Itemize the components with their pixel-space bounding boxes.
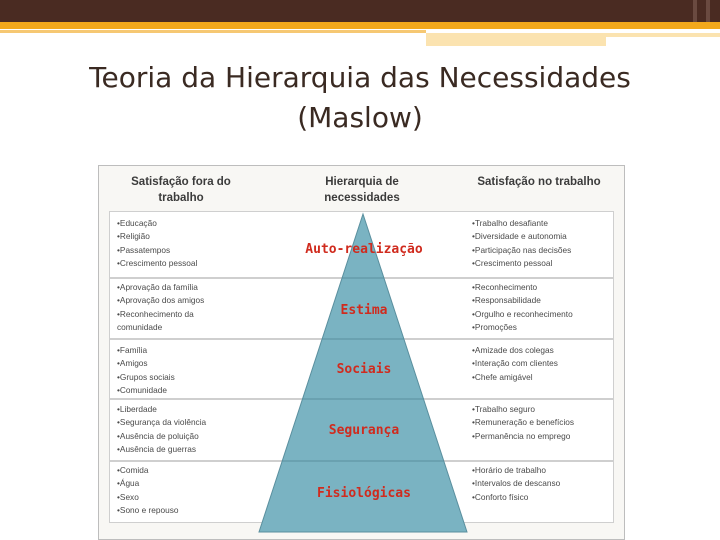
list-item: •Horário de trabalho [472,465,546,475]
list-item: •Ausência de poluição [117,430,199,441]
list-item: •Reconhecimento da [117,308,194,319]
slide-title-line-1: Teoria da Hierarquia das Necessidades [89,61,631,94]
list-outside-esteem [117,281,277,334]
slide-title-line-2: (Maslow) [297,101,423,134]
list-item: •Intervalos de descanso [472,478,561,489]
header-at-work: Satisfação no trabalho [477,176,601,188]
list-item: •Conforto físico [472,491,529,502]
accent-stripe-thin [0,30,426,33]
list-item: •Responsabilidade [472,295,541,306]
accent-stripe-right [606,33,720,37]
list-item: •Ausência de guerras [117,443,197,454]
list-item: •Água [117,478,140,489]
list-item: •Educação [117,218,157,228]
list-work-social [472,344,622,384]
level-self-actualization: Auto-realização [305,242,423,257]
list-item: •Crescimento pessoal [472,257,553,268]
list-item: •Aprovação da família [117,282,198,292]
list-item: •Comunidade [117,384,167,395]
list-item: •Interação com clientes [472,358,558,369]
accent-stripe [0,22,720,29]
list-item: •Diversidade e autonomia [472,231,567,242]
level-social: Sociais [336,362,392,377]
list-item: •Participação nas decisões [472,244,572,255]
level-safety: Segurança [328,423,400,438]
top-bar [0,0,720,22]
list-item: •Segurança da violência [117,417,207,428]
header-outside-work: Satisfação fora do trabalho [131,176,231,204]
slide-title [0,58,720,138]
accent-block [426,33,606,46]
list-outside-safety [117,403,277,456]
list-item: •Remuneração e benefícios [472,417,575,428]
list-work-safety [472,403,622,443]
list-item: •Aprovação dos amigos [117,295,205,306]
list-item: •Passatempos [117,244,171,255]
list-item: •Reconhecimento [472,282,538,292]
list-item: •Liberdade [117,404,157,414]
list-item: •Trabalho desafiante [472,218,548,228]
list-item: •Permanência no emprego [472,430,571,441]
list-item: comunidade [117,321,163,332]
list-item: •Promoções [472,321,517,332]
list-item: •Orgulho e reconhecimento [472,308,573,319]
list-item: •Grupos sociais [117,371,175,382]
list-item: •Comida [117,465,149,475]
list-item: •Chefe amigável [472,371,533,382]
list-item: •Trabalho seguro [472,404,536,414]
list-outside-physiological [117,464,277,517]
list-outside-self-actualization [117,217,277,270]
list-work-physiological [472,464,622,504]
top-bar-divider [693,0,697,22]
list-outside-social [117,344,277,397]
list-item: •Sono e repouso [117,504,179,515]
maslow-diagram [98,165,625,540]
list-item: •Família [117,345,148,355]
top-bar-divider [706,0,710,22]
list-work-self-actualization [472,217,622,270]
list-item: •Amizade dos colegas [472,345,554,355]
list-work-esteem [472,281,622,334]
list-item: •Crescimento pessoal [117,257,198,268]
header-hierarchy: Hierarquia de necessidades [324,176,400,204]
level-physiological: Fisiológicas [317,486,411,501]
level-esteem: Estima [340,303,388,318]
list-item: •Amigos [117,358,148,369]
list-item: •Sexo [117,491,139,502]
list-item: •Religião [117,231,150,242]
